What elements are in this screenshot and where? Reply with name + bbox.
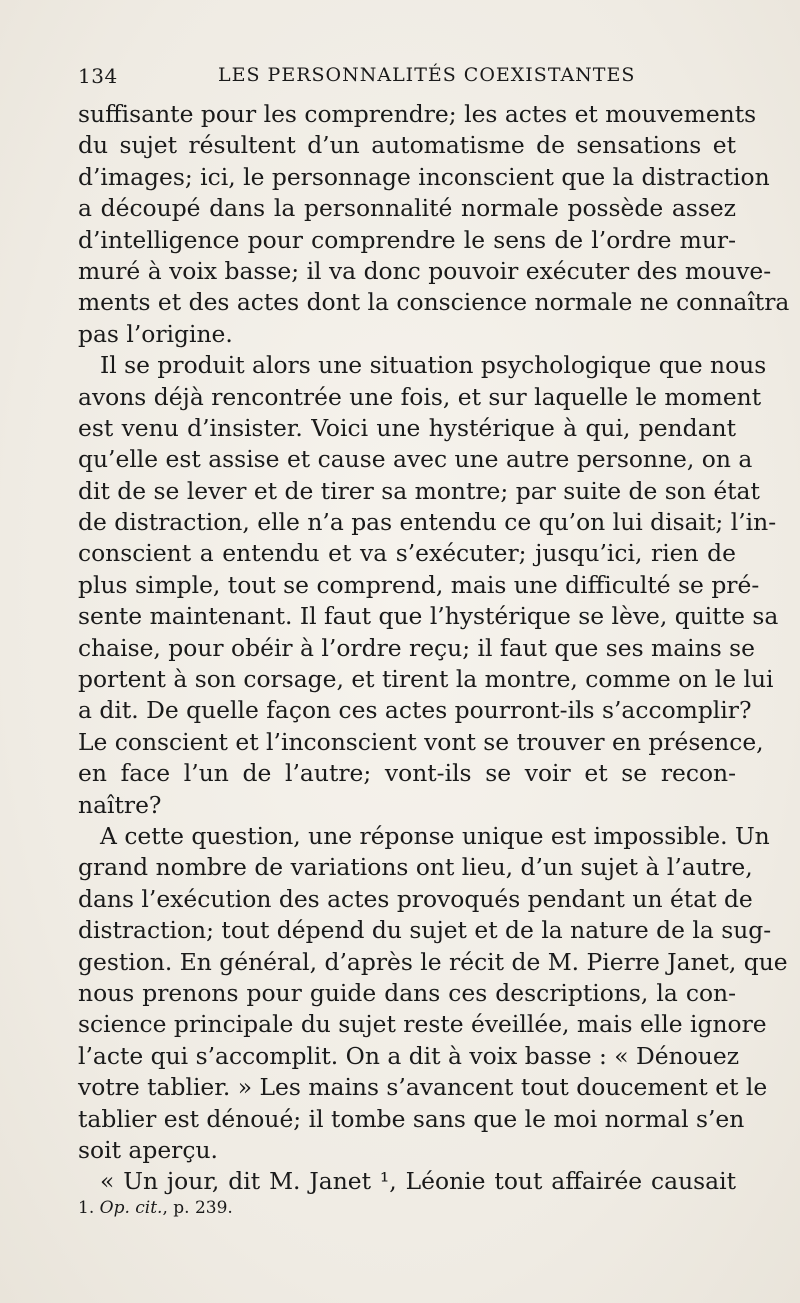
text-line: nous prenons pour guide dans ces descriptions, la con- <box>78 978 736 1007</box>
text-line: science principale du sujet reste éveillée, mais elle ignore <box>78 1010 767 1039</box>
text-line: avons déjà rencontrée une fois, et sur laquelle le moment <box>78 382 762 411</box>
text-line: d’intelligence pour comprendre le sens de l’ordre mur- <box>78 225 736 254</box>
text-line: qu’elle est assise et cause avec une autre personne, on a <box>78 445 753 474</box>
text-line: muré à voix basse; il va donc pouvoir exécuter des mouve- <box>78 256 772 285</box>
running-title: LES PERSONNALITÉS COEXISTANTES <box>218 64 636 86</box>
text-line: Le conscient et l’inconscient vont se trouver en présence, <box>78 727 764 756</box>
footnote-marker: 1. <box>78 1198 95 1218</box>
text-line: a découpé dans la personnalité normale possède assez <box>78 194 736 223</box>
text-line: plus simple, tout se comprend, mais une difficulté se pré- <box>78 570 760 599</box>
text-line: grand nombre de variations ont lieu, d’un sujet à l’autre, <box>78 853 753 882</box>
text-line: distraction; tout dépend du sujet et de la nature de la sug- <box>78 916 772 945</box>
text-line: dit de se lever et de tirer sa montre; par suite de son état <box>78 476 760 505</box>
text-line: A cette question, une réponse unique est impossible. Un <box>100 821 770 850</box>
text-line: dans l’exécution des actes provoqués pendant un état de <box>78 884 753 913</box>
page-number: 134 <box>78 64 118 88</box>
text-line: « Un jour, dit M. Janet ¹, Léonie tout affairée causait <box>100 1167 736 1196</box>
text-line: de distraction, elle n’a pas entendu ce qu’on lui disait; l’in- <box>78 508 777 537</box>
text-line: pas l’origine. <box>78 319 233 348</box>
text-line: du sujet résultent d’un automatisme de sensations et <box>78 131 736 160</box>
footnote-page-ref: p. 239. <box>173 1198 233 1218</box>
text-line: naître? <box>78 790 162 819</box>
text-line: portent à son corsage, et tirent la montre, comme on le lui <box>78 665 774 694</box>
text-line: suffisante pour les comprendre; les actes et mouvements <box>78 100 757 128</box>
text-line: ments et des actes dont la conscience normale ne connaîtra <box>78 288 790 317</box>
text-line: a dit. De quelle façon ces actes pourront-ils s’accomplir? <box>78 696 752 725</box>
text-line: en face l’un de l’autre; vont-ils se voir et se recon- <box>78 759 736 788</box>
text-line: est venu d’insister. Voici une hystérique à qui, pendant <box>78 413 736 442</box>
text-line: d’images; ici, le personnage inconscient que la distraction <box>78 162 770 191</box>
body-text <box>78 99 790 1198</box>
text-line: chaise, pour obéir à l’ordre reçu; il faut que ses mains se <box>78 633 755 662</box>
text-line: tablier est dénoué; il tombe sans que le moi normal s’en <box>78 1104 745 1133</box>
footnote: 1. Op. cit., p. 239. <box>78 1198 233 1218</box>
text-line: sente maintenant. Il faut que l’hystérique se lève, quitte sa <box>78 602 779 631</box>
text-line: Il se produit alors une situation psychologique que nous <box>100 351 767 380</box>
text-line: soit aperçu. <box>78 1135 218 1164</box>
text-line: l’acte qui s’accomplit. On a dit à voix basse : « Dénouez <box>78 1041 740 1070</box>
text-line: gestion. En général, d’après le récit de M. Pierre Janet, que <box>78 947 788 976</box>
text-line: conscient a entendu et va s’exécuter; jusqu’ici, rien de <box>78 539 736 568</box>
text-line: votre tablier. » Les mains s’avancent tout doucement et le <box>78 1073 768 1102</box>
running-head <box>78 64 736 94</box>
footnote-citation: Op. cit. <box>99 1198 163 1218</box>
